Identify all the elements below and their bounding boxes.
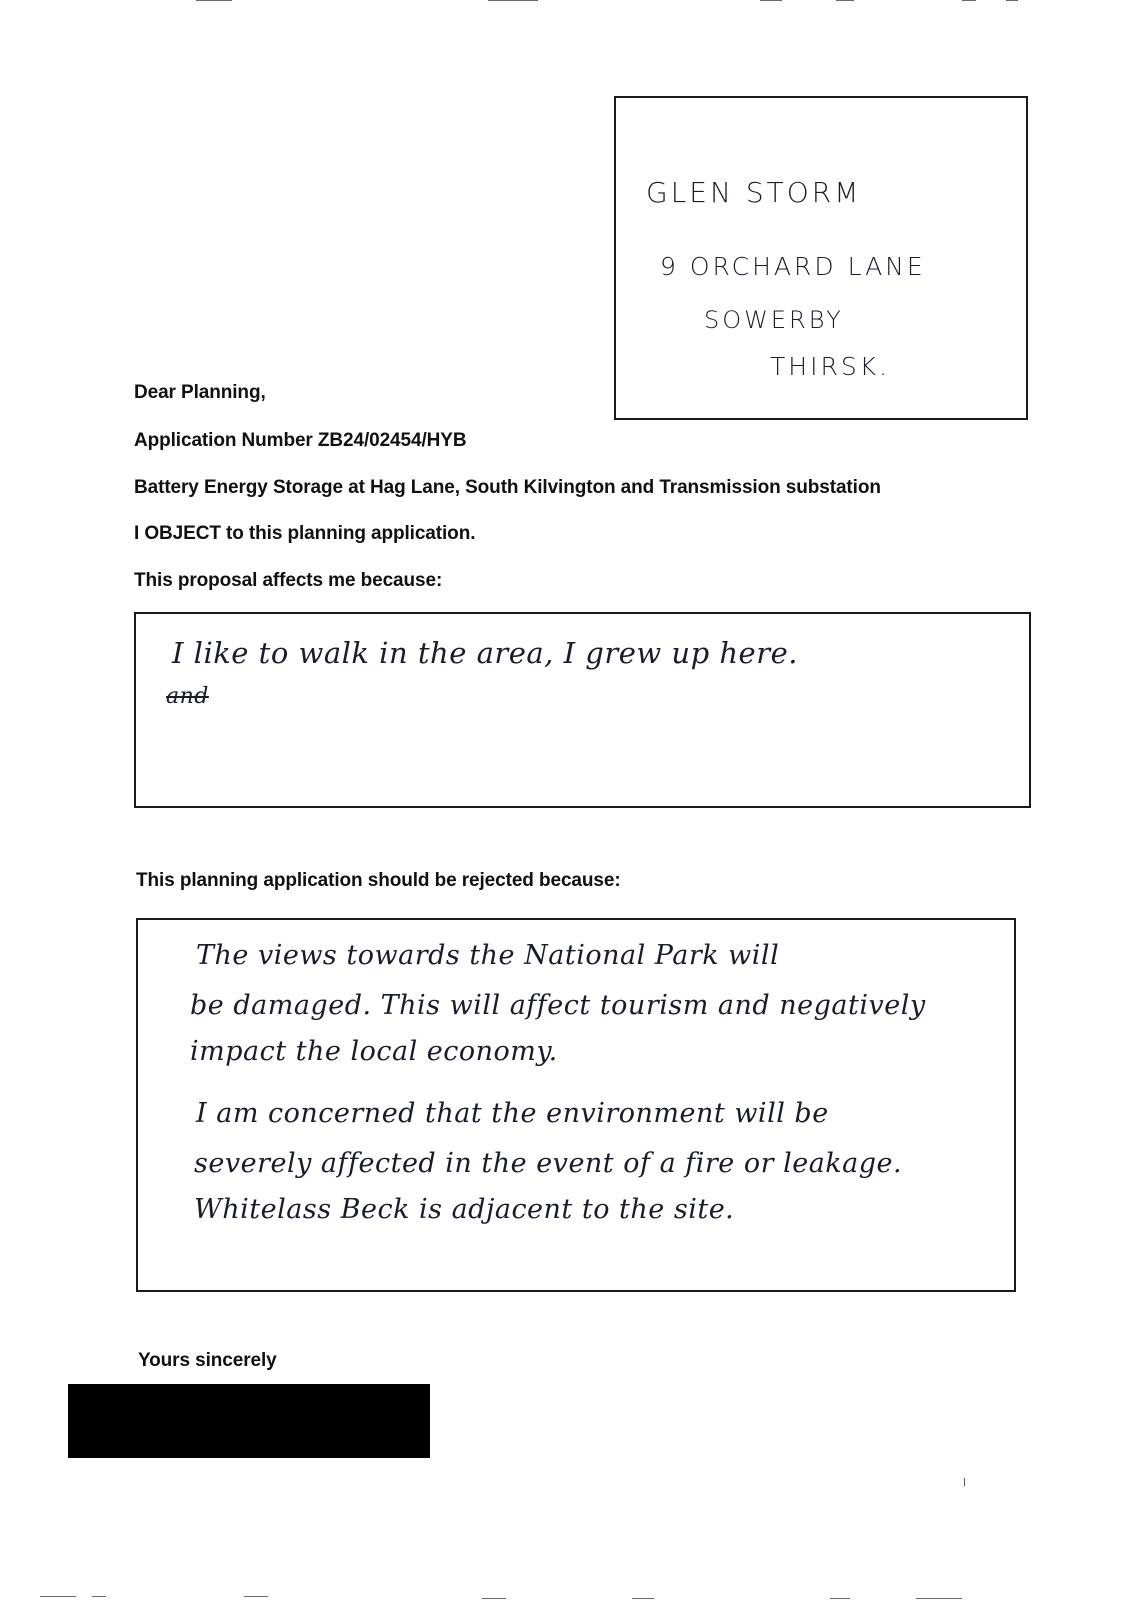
scan-artifact: [92, 1596, 106, 1597]
rejected-response-line: be damaged. This will affect tourism and negatively: [190, 990, 926, 1021]
rejected-response-line: severely affected in the event of a fire or leakage.: [194, 1148, 903, 1179]
address-street: 9 ORCHARD LANE: [660, 252, 926, 281]
scan-artifact: [196, 0, 232, 1]
rejected-response-line: Whitelass Beck is adjacent to the site.: [194, 1194, 735, 1225]
address-village: SOWERBY: [704, 306, 844, 334]
scan-artifact: [40, 1596, 76, 1597]
rejected-response-line: impact the local economy.: [190, 1036, 558, 1067]
scan-artifact: [244, 1596, 268, 1597]
scan-artifact: [1006, 0, 1018, 1]
address-town: THIRSK.: [770, 352, 891, 381]
scan-artifact: [760, 0, 782, 1]
rejected-response-line: I am concerned that the environment will be: [196, 1098, 829, 1129]
rejected-response-line: The views towards the National Park will: [196, 940, 780, 971]
scan-artifact: [830, 1598, 850, 1599]
address-name: GLEN STORM: [646, 176, 862, 209]
struck-out-word: and: [166, 684, 209, 709]
scan-artifact: [632, 1598, 654, 1599]
objection-statement: I OBJECT to this planning application.: [134, 523, 476, 544]
salutation: Dear Planning,: [134, 382, 266, 403]
signature-redaction: [68, 1384, 430, 1458]
affects-heading: This proposal affects me because:: [134, 570, 443, 591]
application-number: Application Number ZB24/02454/HYB: [134, 430, 467, 451]
scan-artifact: [836, 0, 854, 1]
scan-artifact: [962, 0, 976, 1]
scan-speck: [964, 1478, 965, 1486]
application-subject: Battery Energy Storage at Hag Lane, South Kilvington and Transmission substation: [134, 477, 881, 498]
closing: Yours sincerely: [138, 1350, 277, 1371]
rejected-heading: This planning application should be rejected because:: [136, 870, 621, 891]
scan-artifact: [482, 1598, 506, 1599]
affects-response-line: I like to walk in the area, I grew up here.: [172, 636, 798, 670]
scan-artifact: [916, 1598, 962, 1599]
scan-artifact: [488, 0, 538, 1]
